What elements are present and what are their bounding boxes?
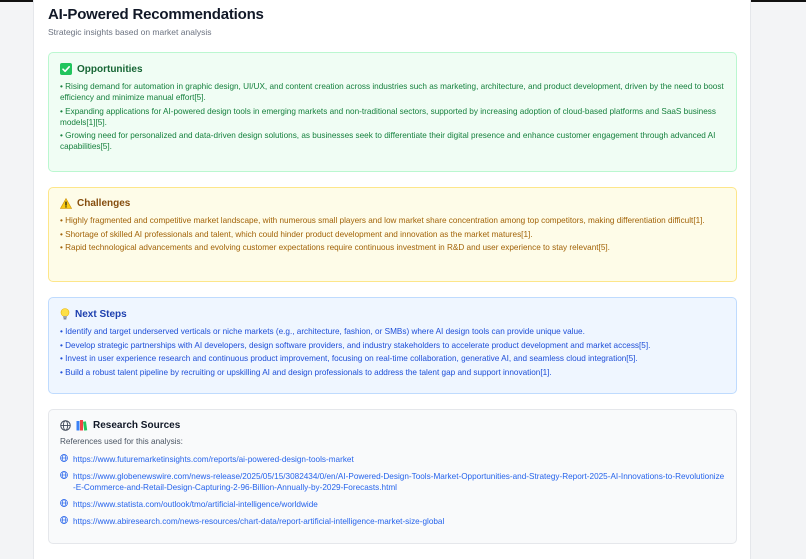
next-steps-title: Next Steps xyxy=(75,308,127,320)
source-link-item xyxy=(60,499,726,510)
check-box-icon xyxy=(60,63,72,75)
globe-icon xyxy=(60,454,68,462)
globe-icon xyxy=(60,420,71,431)
list-item: • Identify and target underserved verticals or niche markets (e.g., architecture, fashion, or SMBs) where AI design tools can provide unique value. xyxy=(60,327,585,336)
research-sources-title: Research Sources xyxy=(93,420,181,431)
list-item: • Rising demand for automation in graphic design, UI/UX, and content creation across industries such as marketing, architecture, and product development, driven by the need to boost efficiency and minimize manual effort[5]. xyxy=(60,82,724,102)
source-link[interactable]: https://www.futuremarketinsights.com/reports/ai-powered-design-tools-market xyxy=(73,455,354,464)
books-icon xyxy=(76,420,88,431)
list-item: • Develop strategic partnerships with AI developers, design software providers, and industry stakeholders to accelerate product development and market access[5]. xyxy=(60,340,651,350)
list-item: • Highly fragmented and competitive market landscape, with numerous small players and low market share concentration among top competitors, making differentiation difficult[1]. xyxy=(60,216,705,225)
list-item: • Invest in user experience research and continuous product improvement, focusing on real-time collaboration, generative AI, and seamless cloud integration[5]. xyxy=(60,354,638,363)
list-item: • Shortage of skilled AI professionals and talent, which could hinder product development and innovation as the market matures[1]. xyxy=(60,229,533,239)
opportunities-card xyxy=(48,52,737,172)
opportunities-title: Opportunities xyxy=(77,63,143,75)
page-title: AI-Powered Recommendations xyxy=(48,6,264,23)
globe-icon xyxy=(60,499,68,507)
challenges-heading xyxy=(60,198,726,209)
list-item: • Expanding applications for AI-powered design tools in emerging markets and non-traditional sectors, supported by increasing adoption of cloud-based platforms and SaaS business models[1][5]. xyxy=(60,106,716,127)
source-link[interactable]: https://www.globenewswire.com/news-release/2025/05/15/3082434/0/en/AI-Powered-Design-Tools-Market-Opportunities-and-Strategy-Report-2025-AI-Innovations-to-Revolutionize-E-Commerce-and-Retail-Design-Capturing-2-96-Billion-Annually-by-2029-Forecasts.html xyxy=(73,472,725,492)
opportunities-heading xyxy=(60,63,726,75)
list-item: • Build a robust talent pipeline by recruiting or upskilling AI and design professionals to address the talent gap and support innovation[1]. xyxy=(60,367,552,377)
lightbulb-icon xyxy=(60,308,70,320)
challenges-card xyxy=(48,187,737,282)
source-link-item xyxy=(60,516,726,527)
source-link-item xyxy=(60,454,726,465)
next-steps-card xyxy=(48,297,737,394)
source-link[interactable]: https://www.statista.com/outlook/tmo/artificial-intelligence/worldwide xyxy=(73,500,318,509)
sources-note: References used for this analysis: xyxy=(60,437,183,446)
research-sources-heading xyxy=(60,420,726,431)
list-item: • Growing need for personalized and data-driven design solutions, as businesses seek to differentiate their digital presence and enhance customer engagement through advanced AI capabilities[5]. xyxy=(60,131,716,151)
next-steps-list xyxy=(60,326,726,378)
recommendations-panel xyxy=(33,0,751,559)
source-link-item xyxy=(60,471,726,493)
opportunities-list xyxy=(60,81,726,152)
globe-icon xyxy=(60,471,68,479)
page-subtitle: Strategic insights based on market analysis xyxy=(48,27,212,37)
warning-icon xyxy=(60,198,72,209)
research-sources-card xyxy=(48,409,737,544)
challenges-list xyxy=(60,215,726,253)
globe-icon xyxy=(60,516,68,524)
challenges-title: Challenges xyxy=(77,198,131,209)
source-link[interactable]: https://www.abiresearch.com/news-resources/chart-data/report-artificial-intelligence-market-size-global xyxy=(73,517,445,526)
next-steps-heading xyxy=(60,308,726,320)
list-item: • Rapid technological advancements and evolving customer expectations require continuous investment in R&D and user experience to stay relevant[5]. xyxy=(60,243,610,252)
